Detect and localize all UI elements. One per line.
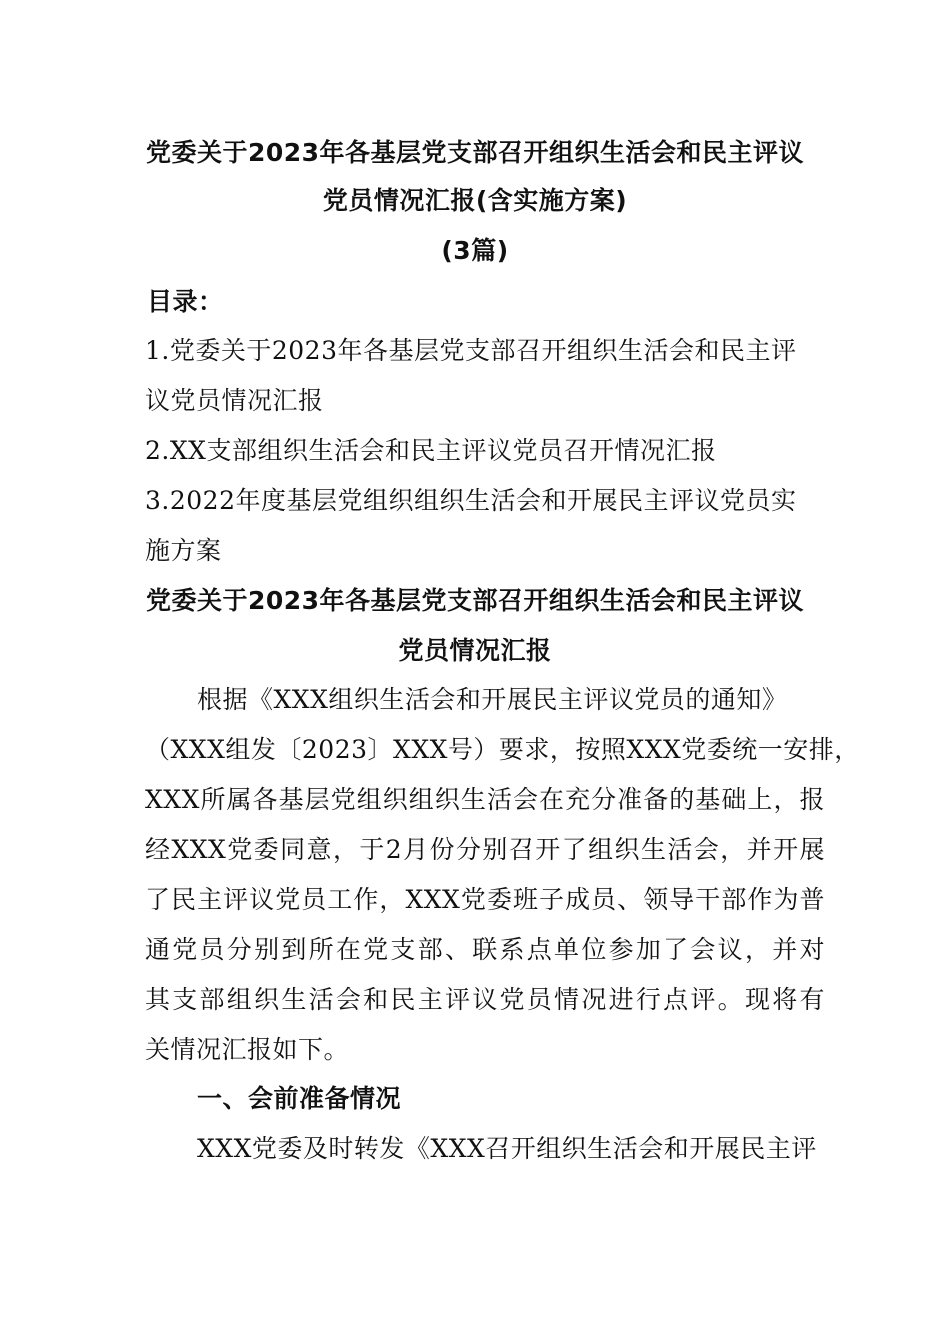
section-title-line-2: 党员情况汇报 xyxy=(398,636,552,665)
toc-item-1-cont: 议党员情况汇报 xyxy=(145,386,324,415)
body-line-7: 其支部组织生活会和民主评议党员情况进行点评。现将有 xyxy=(145,985,825,1014)
body-line-2: （XXX组发〔2023〕XXX号）要求，按照XXX党委统一安排， xyxy=(145,735,860,764)
toc-item-2: 2.XX支部组织生活会和民主评议党员召开情况汇报 xyxy=(145,436,717,465)
section-title-line-1: 党委关于2023年各基层党支部召开组织生活会和民主评议 xyxy=(145,586,805,615)
document-title-line-2: 党员情况汇报(含实施方案) xyxy=(322,186,628,215)
document-title-line-1: 党委关于2023年各基层党支部召开组织生活会和民主评议 xyxy=(145,138,805,167)
body-line-8: 关情况汇报如下。 xyxy=(145,1035,350,1064)
body-line-3: XXX所属各基层党组织组织生活会在充分准备的基础上，报 xyxy=(145,785,825,814)
body-line-6: 通党员分别到所在党支部、联系点单位参加了会议，并对 xyxy=(145,935,825,964)
body-line-1: 根据《XXX组织生活会和开展民主评议党员的通知》 xyxy=(197,685,788,714)
body-last-line: XXX党委及时转发《XXX召开组织生活会和开展民主评 xyxy=(197,1134,817,1163)
document-title-line-3: (3篇) xyxy=(441,236,509,265)
subheading-1: 一、会前准备情况 xyxy=(197,1084,402,1113)
toc-item-1: 1.党委关于2023年各基层党支部召开组织生活会和民主评 xyxy=(145,336,797,365)
toc-item-3: 3.2022年度基层党组织组织生活会和开展民主评议党员实 xyxy=(145,486,797,515)
body-line-4: 经XXX党委同意，于2月份分别召开了组织生活会，并开展 xyxy=(145,835,825,864)
toc-heading: 目录： xyxy=(147,287,224,316)
body-line-5: 了民主评议党员工作，XXX党委班子成员、领导干部作为普 xyxy=(145,885,825,914)
toc-item-3-cont: 施方案 xyxy=(145,536,222,565)
